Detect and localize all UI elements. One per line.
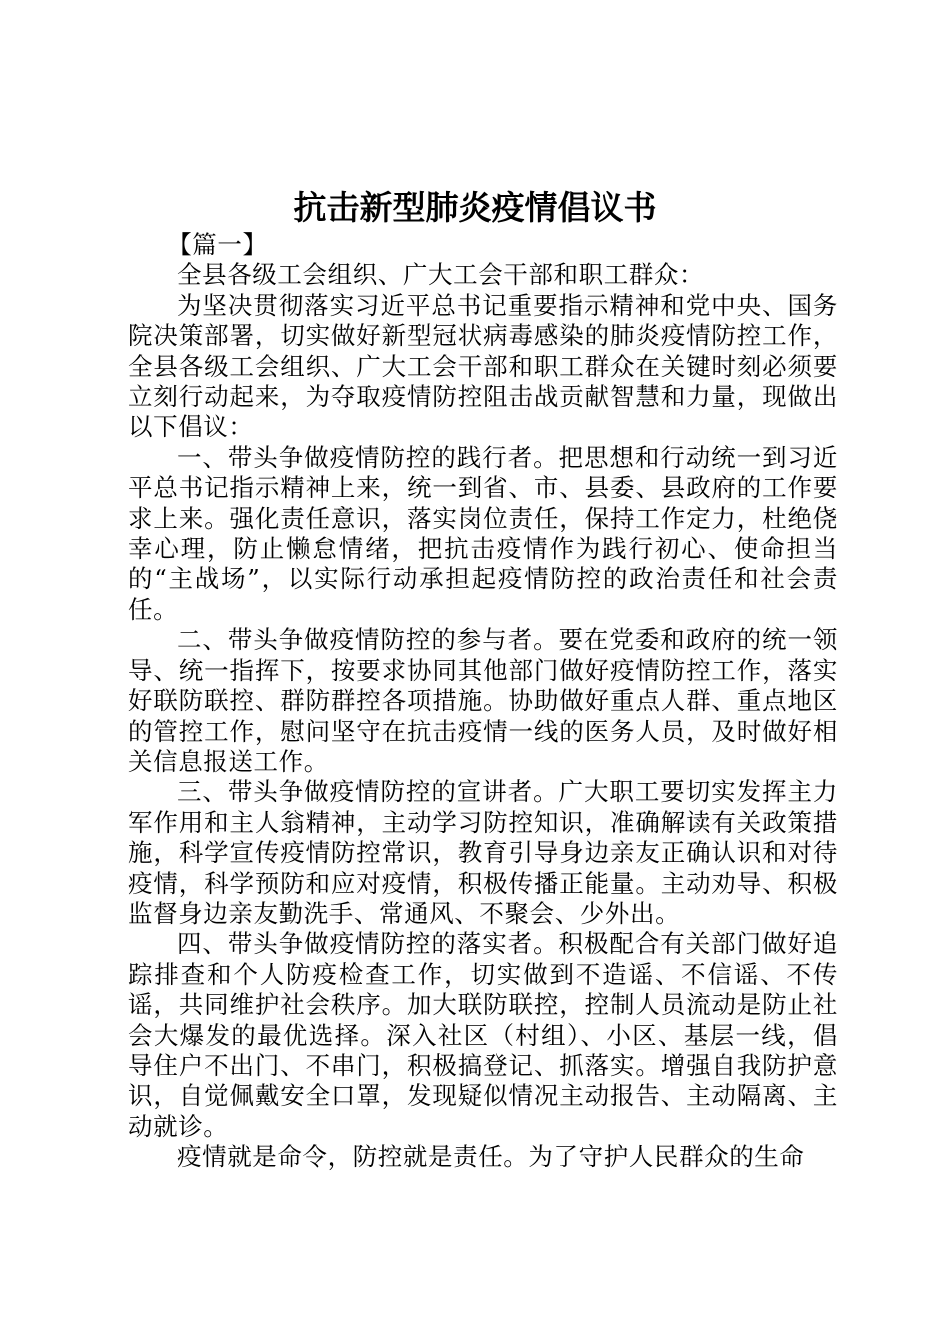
proposal-2-paragraph: 二、带头争做疫情防控的参与者。要在党委和政府的统一领导、统一指挥下，按要求协同其他部门做好疫情防控工作，落实好联防联控、群防群控各项措施。协助做好重点人群、重点地区的管控工作，慰问坚守在抗击疫情一线的医务人员，及时做好相关信息报送工作。 — [128, 625, 838, 776]
document-title: 抗击新型肺炎疫情倡议书 — [293, 188, 657, 227]
proposal-1-paragraph: 一、带头争做疫情防控的践行者。把思想和行动统一到习近平总书记指示精神上来，统一到省、市、县委、县政府的工作要求上来。强化责任意识，落实岗位责任，保持工作定力，杜绝侥幸心理，防止懒怠情绪，把抗击疫情作为践行初心、使命担当的“主战场”，以实际行动承担起疫情防控的政治责任和社会责任。 — [128, 442, 838, 624]
salutation-paragraph: 全县各级工会组织、广大工会干部和职工群众： — [177, 260, 705, 290]
proposal-4-paragraph: 四、带头争做疫情防控的落实者。积极配合有关部门做好追踪排查和个人防疫检查工作，切实做到不造谣、不信谣、不传谣，共同维护社会秩序。加大联防联控，控制人员流动是防止社会大爆发的最优选择。深入社区（村组）、小区、基层一线，倡导住户不出门、不串门，积极搞登记、抓落实。增强自我防护意识，自觉佩戴安全口罩，发现疑似情况主动报告、主动隔离、主动就诊。 — [128, 929, 838, 1141]
closing-paragraph: 疫情就是命令，防控就是责任。为了守护人民群众的生命 — [177, 1142, 805, 1172]
document-body — [128, 230, 838, 1173]
section-label: 【篇一】 — [167, 230, 268, 259]
proposal-3-paragraph: 三、带头争做疫情防控的宣讲者。广大职工要切实发挥主力军作用和主人翁精神，主动学习防控知识，准确解读有关政策措施，科学宣传疫情防控常识，教育引导身边亲友正确认识和对待疫情，科学预防和应对疫情，积极传播正能量。主动劝导、积极监督身边亲友勤洗手、常通风、不聚会、少外出。 — [128, 777, 838, 928]
intro-paragraph: 为坚决贯彻落实习近平总书记重要指示精神和党中央、国务院决策部署，切实做好新型冠状病毒感染的肺炎疫情防控工作，全县各级工会组织、广大工会干部和职工群众在关键时刻必须要立刻行动起来，为夺取疫情防控阻击战贡献智慧和力量，现做出以下倡议： — [128, 290, 838, 442]
